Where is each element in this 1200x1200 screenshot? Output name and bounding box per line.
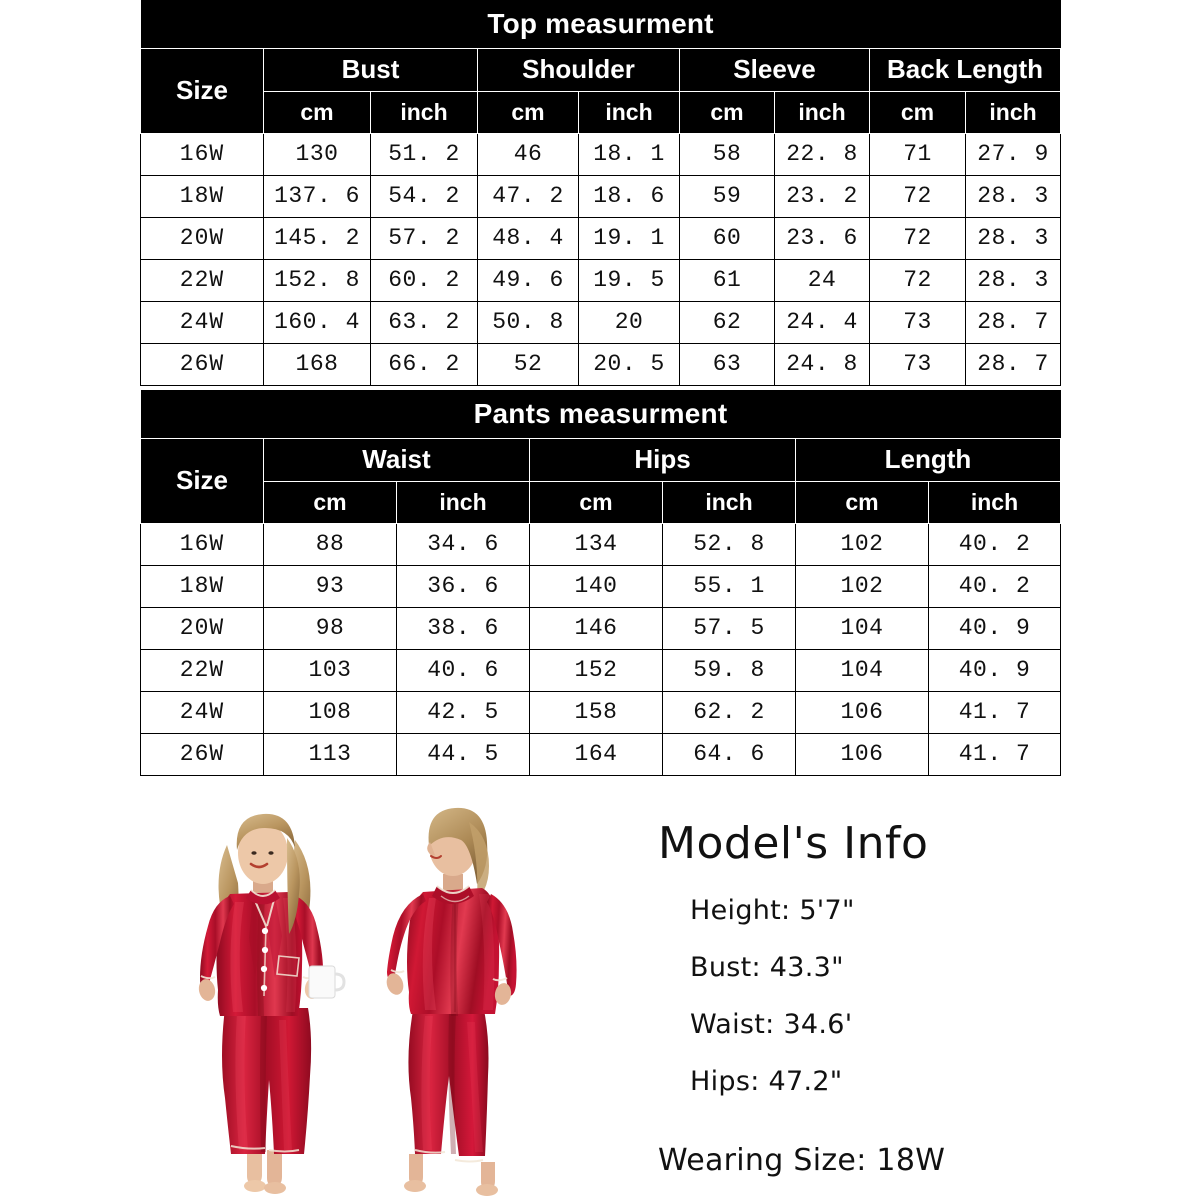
top-row-size: 26W — [141, 343, 264, 385]
pants-table-group-header-row — [141, 438, 1061, 481]
top-table-unit-backlength-inch: inch — [966, 91, 1061, 133]
pants-cell: 93 — [264, 565, 397, 607]
top-cell: 23. 6 — [775, 217, 870, 259]
table-row — [141, 175, 1061, 217]
top-cell: 28. 7 — [966, 301, 1061, 343]
top-cell: 20. 5 — [579, 343, 680, 385]
pants-cell: 134 — [530, 523, 663, 565]
pants-table-group-hips: Hips — [530, 438, 796, 481]
top-cell: 61 — [680, 259, 775, 301]
pants-table-unit-hips-inch: inch — [663, 481, 796, 523]
model-back-illustration — [385, 798, 600, 1198]
pants-cell: 59. 8 — [663, 649, 796, 691]
table-row — [141, 691, 1061, 733]
top-table-group-bust: Bust — [264, 48, 478, 91]
pants-cell: 44. 5 — [397, 733, 530, 775]
pants-cell: 34. 6 — [397, 523, 530, 565]
top-cell: 73 — [870, 343, 966, 385]
pants-cell: 113 — [264, 733, 397, 775]
top-table-group-back-length: Back Length — [870, 48, 1061, 91]
top-cell: 28. 3 — [966, 217, 1061, 259]
top-table-unit-sleeve-cm: cm — [680, 91, 775, 133]
pants-cell: 102 — [796, 523, 929, 565]
pants-table-title: Pants measurment — [141, 390, 1061, 438]
top-cell: 52 — [478, 343, 579, 385]
top-table-group-header-row — [141, 48, 1061, 91]
pants-cell: 38. 6 — [397, 607, 530, 649]
top-cell: 73 — [870, 301, 966, 343]
top-cell: 160. 4 — [264, 301, 371, 343]
top-cell: 137. 6 — [264, 175, 371, 217]
top-cell: 59 — [680, 175, 775, 217]
top-cell: 20 — [579, 301, 680, 343]
top-table-unit-shoulder-inch: inch — [579, 91, 680, 133]
top-cell: 71 — [870, 133, 966, 175]
top-cell: 66. 2 — [371, 343, 478, 385]
pants-row-size: 26W — [141, 733, 264, 775]
pants-cell: 40. 9 — [929, 649, 1061, 691]
top-cell: 18. 1 — [579, 133, 680, 175]
table-row — [141, 565, 1061, 607]
top-cell: 24. 8 — [775, 343, 870, 385]
top-measurement-table — [140, 0, 1061, 386]
pants-cell: 40. 6 — [397, 649, 530, 691]
pants-cell: 164 — [530, 733, 663, 775]
pants-cell: 52. 8 — [663, 523, 796, 565]
pants-cell: 106 — [796, 733, 929, 775]
top-table-unit-backlength-cm: cm — [870, 91, 966, 133]
pants-cell: 102 — [796, 565, 929, 607]
top-cell: 72 — [870, 217, 966, 259]
table-row — [141, 133, 1061, 175]
pants-table-unit-hips-cm: cm — [530, 481, 663, 523]
top-row-size: 20W — [141, 217, 264, 259]
top-cell: 46 — [478, 133, 579, 175]
top-cell: 130 — [264, 133, 371, 175]
top-table-group-sleeve: Sleeve — [680, 48, 870, 91]
pants-measurement-table — [140, 390, 1061, 776]
table-row — [141, 301, 1061, 343]
pants-cell: 55. 1 — [663, 565, 796, 607]
top-cell: 49. 6 — [478, 259, 579, 301]
pants-row-size: 16W — [141, 523, 264, 565]
pants-table-unit-length-inch: inch — [929, 481, 1061, 523]
pants-cell: 140 — [530, 565, 663, 607]
top-row-size: 24W — [141, 301, 264, 343]
top-table-unit-header-row — [141, 91, 1061, 133]
top-cell: 24. 4 — [775, 301, 870, 343]
top-cell: 47. 2 — [478, 175, 579, 217]
pants-table-size-header: Size — [141, 438, 264, 523]
model-front-illustration — [175, 798, 390, 1198]
pants-table-unit-waist-inch: inch — [397, 481, 530, 523]
pants-cell: 146 — [530, 607, 663, 649]
top-cell: 50. 8 — [478, 301, 579, 343]
top-cell: 152. 8 — [264, 259, 371, 301]
top-table-unit-bust-cm: cm — [264, 91, 371, 133]
table-row — [141, 523, 1061, 565]
top-cell: 28. 3 — [966, 259, 1061, 301]
top-cell: 72 — [870, 175, 966, 217]
table-row — [141, 733, 1061, 775]
table-row — [141, 649, 1061, 691]
model-info-hips: Hips: 47.2" — [690, 1066, 843, 1097]
pants-cell: 158 — [530, 691, 663, 733]
pants-table-group-waist: Waist — [264, 438, 530, 481]
model-photo-back — [385, 798, 600, 1198]
pants-cell: 41. 7 — [929, 691, 1061, 733]
pants-cell: 88 — [264, 523, 397, 565]
pants-table-group-length: Length — [796, 438, 1061, 481]
pants-row-size: 24W — [141, 691, 264, 733]
top-cell: 57. 2 — [371, 217, 478, 259]
table-row — [141, 217, 1061, 259]
pants-row-size: 22W — [141, 649, 264, 691]
table-row — [141, 259, 1061, 301]
pants-cell: 40. 2 — [929, 565, 1061, 607]
pants-cell: 42. 5 — [397, 691, 530, 733]
pants-table-unit-header-row — [141, 481, 1061, 523]
top-cell: 18. 6 — [579, 175, 680, 217]
pants-cell: 64. 6 — [663, 733, 796, 775]
top-cell: 168 — [264, 343, 371, 385]
top-table-size-header: Size — [141, 48, 264, 133]
pants-table-unit-waist-cm: cm — [264, 481, 397, 523]
top-cell: 63 — [680, 343, 775, 385]
top-cell: 60. 2 — [371, 259, 478, 301]
top-cell: 28. 3 — [966, 175, 1061, 217]
pants-cell: 104 — [796, 649, 929, 691]
top-cell: 19. 1 — [579, 217, 680, 259]
top-row-size: 22W — [141, 259, 264, 301]
top-table-title: Top measurment — [141, 0, 1061, 48]
top-cell: 145. 2 — [264, 217, 371, 259]
top-cell: 51. 2 — [371, 133, 478, 175]
top-cell: 54. 2 — [371, 175, 478, 217]
pants-cell: 106 — [796, 691, 929, 733]
top-table-unit-sleeve-inch: inch — [775, 91, 870, 133]
model-info-panel — [650, 800, 1070, 1200]
top-cell: 48. 4 — [478, 217, 579, 259]
pants-cell: 108 — [264, 691, 397, 733]
model-info-wearing-size: Wearing Size: 18W — [658, 1143, 946, 1178]
pants-row-size: 20W — [141, 607, 264, 649]
table-row — [141, 343, 1061, 385]
top-table-group-shoulder: Shoulder — [478, 48, 680, 91]
top-cell: 60 — [680, 217, 775, 259]
pants-cell: 62. 2 — [663, 691, 796, 733]
top-cell: 72 — [870, 259, 966, 301]
top-table-unit-shoulder-cm: cm — [478, 91, 579, 133]
top-table-title-row — [141, 0, 1061, 48]
top-cell: 27. 9 — [966, 133, 1061, 175]
top-cell: 24 — [775, 259, 870, 301]
pants-cell: 36. 6 — [397, 565, 530, 607]
top-cell: 62 — [680, 301, 775, 343]
model-photo-front — [175, 798, 390, 1198]
top-cell: 22. 8 — [775, 133, 870, 175]
pants-table-unit-length-cm: cm — [796, 481, 929, 523]
pants-cell: 98 — [264, 607, 397, 649]
top-cell: 58 — [680, 133, 775, 175]
model-info-waist: Waist: 34.6' — [690, 1009, 853, 1040]
top-cell: 28. 7 — [966, 343, 1061, 385]
table-row — [141, 607, 1061, 649]
pants-cell: 104 — [796, 607, 929, 649]
pants-table-title-row — [141, 390, 1061, 438]
model-info-height: Height: 5'7" — [690, 895, 855, 926]
pants-cell: 41. 7 — [929, 733, 1061, 775]
pants-cell: 103 — [264, 649, 397, 691]
pants-cell: 57. 5 — [663, 607, 796, 649]
top-cell: 19. 5 — [579, 259, 680, 301]
pants-cell: 40. 9 — [929, 607, 1061, 649]
top-row-size: 18W — [141, 175, 264, 217]
pants-cell: 40. 2 — [929, 523, 1061, 565]
top-row-size: 16W — [141, 133, 264, 175]
model-info-bust: Bust: 43.3" — [690, 952, 844, 983]
pants-cell: 152 — [530, 649, 663, 691]
model-info-title: Model's Info — [658, 818, 929, 869]
pants-row-size: 18W — [141, 565, 264, 607]
top-table-unit-bust-inch: inch — [371, 91, 478, 133]
top-cell: 63. 2 — [371, 301, 478, 343]
top-cell: 23. 2 — [775, 175, 870, 217]
